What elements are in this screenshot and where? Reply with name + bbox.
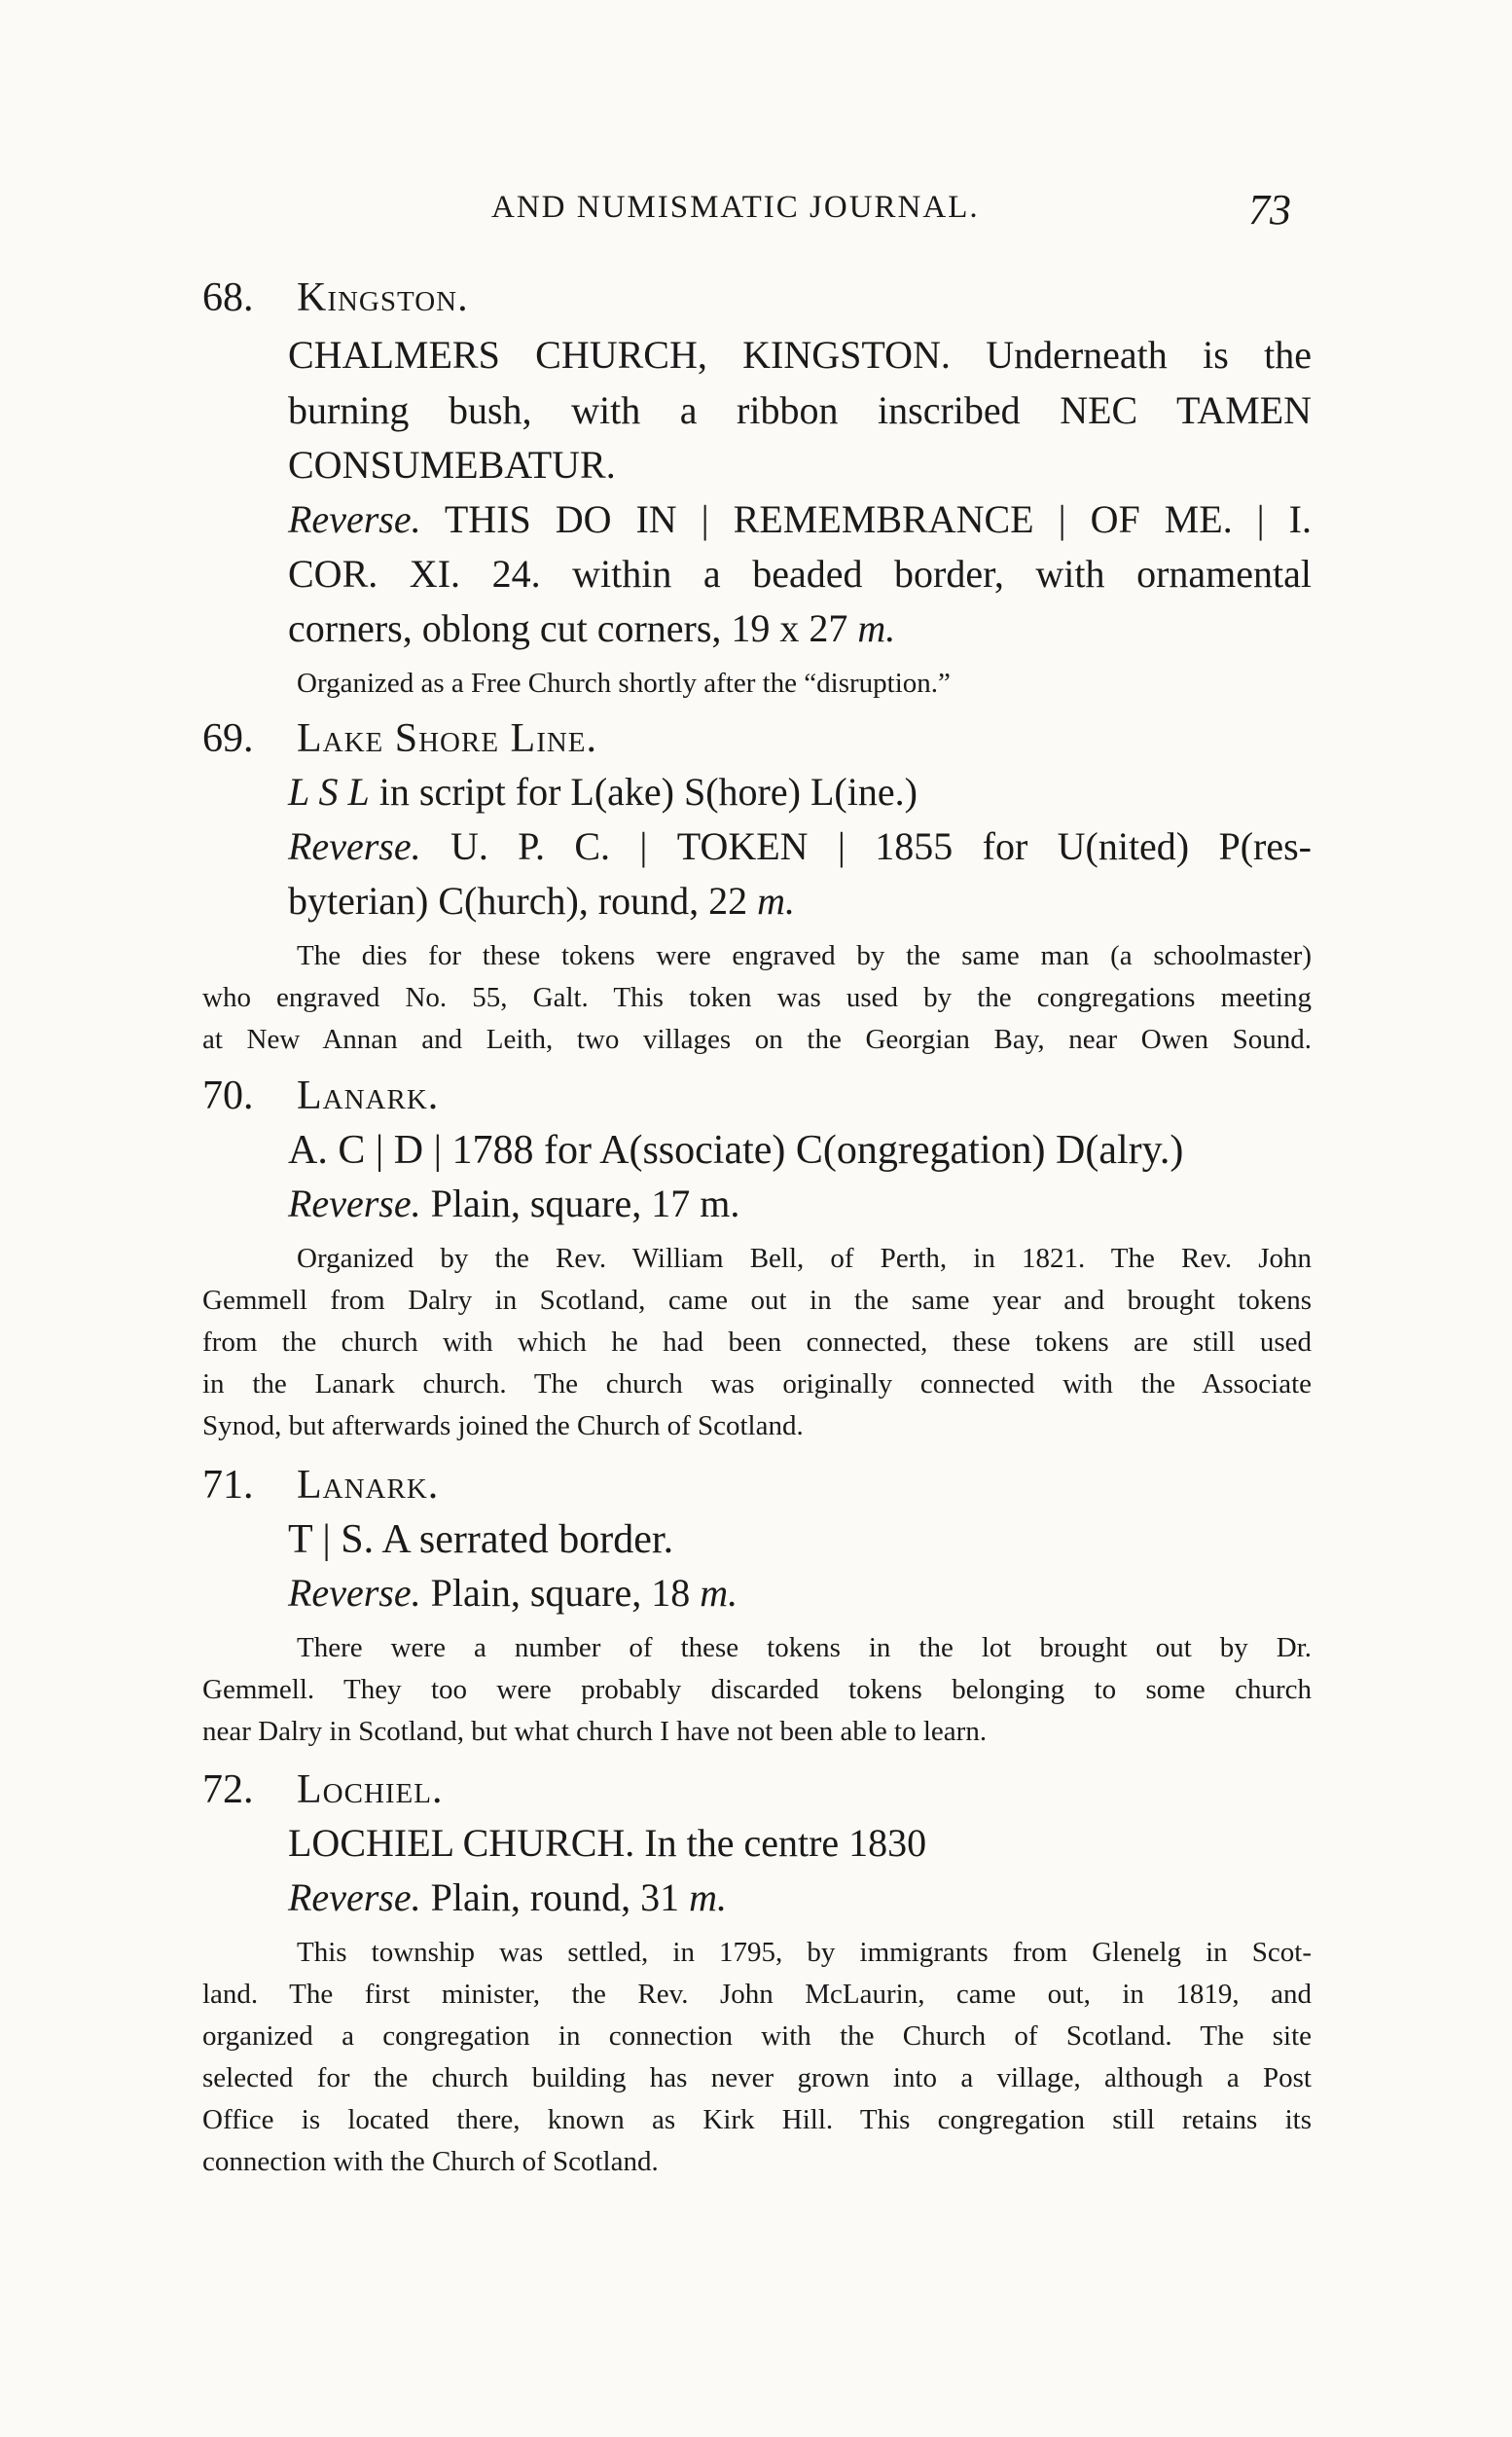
description-line: T | S. A serrated border. (288, 1517, 674, 1562)
note-line: selected for the church building has never grown into a village, although a Post (202, 2062, 1312, 2093)
entry-name: Lake Shore Line. (297, 716, 598, 761)
entry-name: Lanark. (297, 1463, 440, 1508)
note-line: There were a number of these tokens in the lot brought out by Dr. (297, 1632, 1312, 1663)
note-line: Gemmell. They too were probably discarded tokens belonging to some church (202, 1674, 1312, 1705)
note-line: near Dalry in Scotland, but what church I have not been able to learn. (202, 1716, 988, 1747)
entry-name: Lochiel. (297, 1767, 444, 1812)
reverse-line: Reverse. Plain, square, 17 m. (288, 1182, 740, 1225)
entry-number: 70. (202, 1073, 254, 1118)
note-line: Gemmell from Dalry in Scotland, came out in the same year and brought tokens (202, 1285, 1312, 1316)
reverse-line: COR. XI. 24. within a beaded border, with ornamental (288, 552, 1312, 596)
note-line: Synod, but afterwards joined the Church of Scotland. (202, 1410, 804, 1441)
reverse-line: Reverse. THIS DO IN | REMEMBRANCE | OF ME. | I. (288, 497, 1312, 541)
entry-number: 69. (202, 716, 254, 761)
entry-name: Lanark. (297, 1073, 440, 1118)
note-line: in the Lanark church. The church was originally connected with the Associate (202, 1368, 1312, 1400)
description-line: CHALMERS CHURCH, KINGSTON. Underneath is the (288, 333, 1312, 377)
note-line: who engraved No. 55, Galt. This token was used by the congregations meeting (202, 982, 1312, 1013)
entry-number: 72. (202, 1767, 254, 1812)
description-line: burning bush, with a ribbon inscribed NEC TAMEN (288, 388, 1313, 432)
entry-name: Kingston. (297, 275, 469, 320)
entry-number: 71. (202, 1463, 254, 1508)
note-line: land. The first minister, the Rev. John McLaurin, came out, in 1819, and (202, 1979, 1312, 2010)
note-line: from the church with which he had been connected, these tokens are still used (202, 1327, 1312, 1358)
description-line: LOCHIEL CHURCH. In the centre 1830 (288, 1821, 927, 1865)
reverse-line: byterian) C(hurch), round, 22 m. (288, 879, 795, 923)
note-line: This township was settled, in 1795, by immigrants from Glenelg in Scot- (297, 1937, 1312, 1968)
reverse-line: Reverse. Plain, square, 18 m. (288, 1571, 738, 1615)
reverse-line: Reverse. Plain, round, 31 m. (288, 1875, 728, 1919)
reverse-line: Reverse. U. P. C. | TOKEN | 1855 for U(nited) P(res- (288, 824, 1313, 868)
note-line: at New Annan and Leith, two villages on the Georgian Bay, near Owen Sound. (202, 1024, 1312, 1055)
note-line: Organized by the Rev. William Bell, of Perth, in 1821. The Rev. John (297, 1243, 1312, 1274)
note-line: Office is located there, known as Kirk Hill. This congregation still retains its (202, 2104, 1312, 2135)
description-line: A. C | D | 1788 for A(ssociate) C(ongregation) D(alry.) (288, 1128, 1184, 1173)
description-line: L S L in script for L(ake) S(hore) L(ine.) (288, 770, 918, 814)
reverse-line: corners, oblong cut corners, 19 x 27 m. (288, 606, 896, 650)
note-line: The dies for these tokens were engraved by the same man (a schoolmaster) (297, 940, 1312, 971)
description-line: CONSUMEBATUR. (288, 443, 616, 487)
note-line: connection with the Church of Scotland. (202, 2146, 659, 2177)
note-line: organized a congregation in connection with the Church of Scotland. The site (202, 2020, 1312, 2052)
entry-number: 68. (202, 275, 254, 320)
page-number: 73 (1248, 186, 1291, 234)
note-line: Organized as a Free Church shortly after the “disruption.” (297, 668, 951, 699)
running-head: AND NUMISMATIC JOURNAL. (491, 190, 980, 225)
